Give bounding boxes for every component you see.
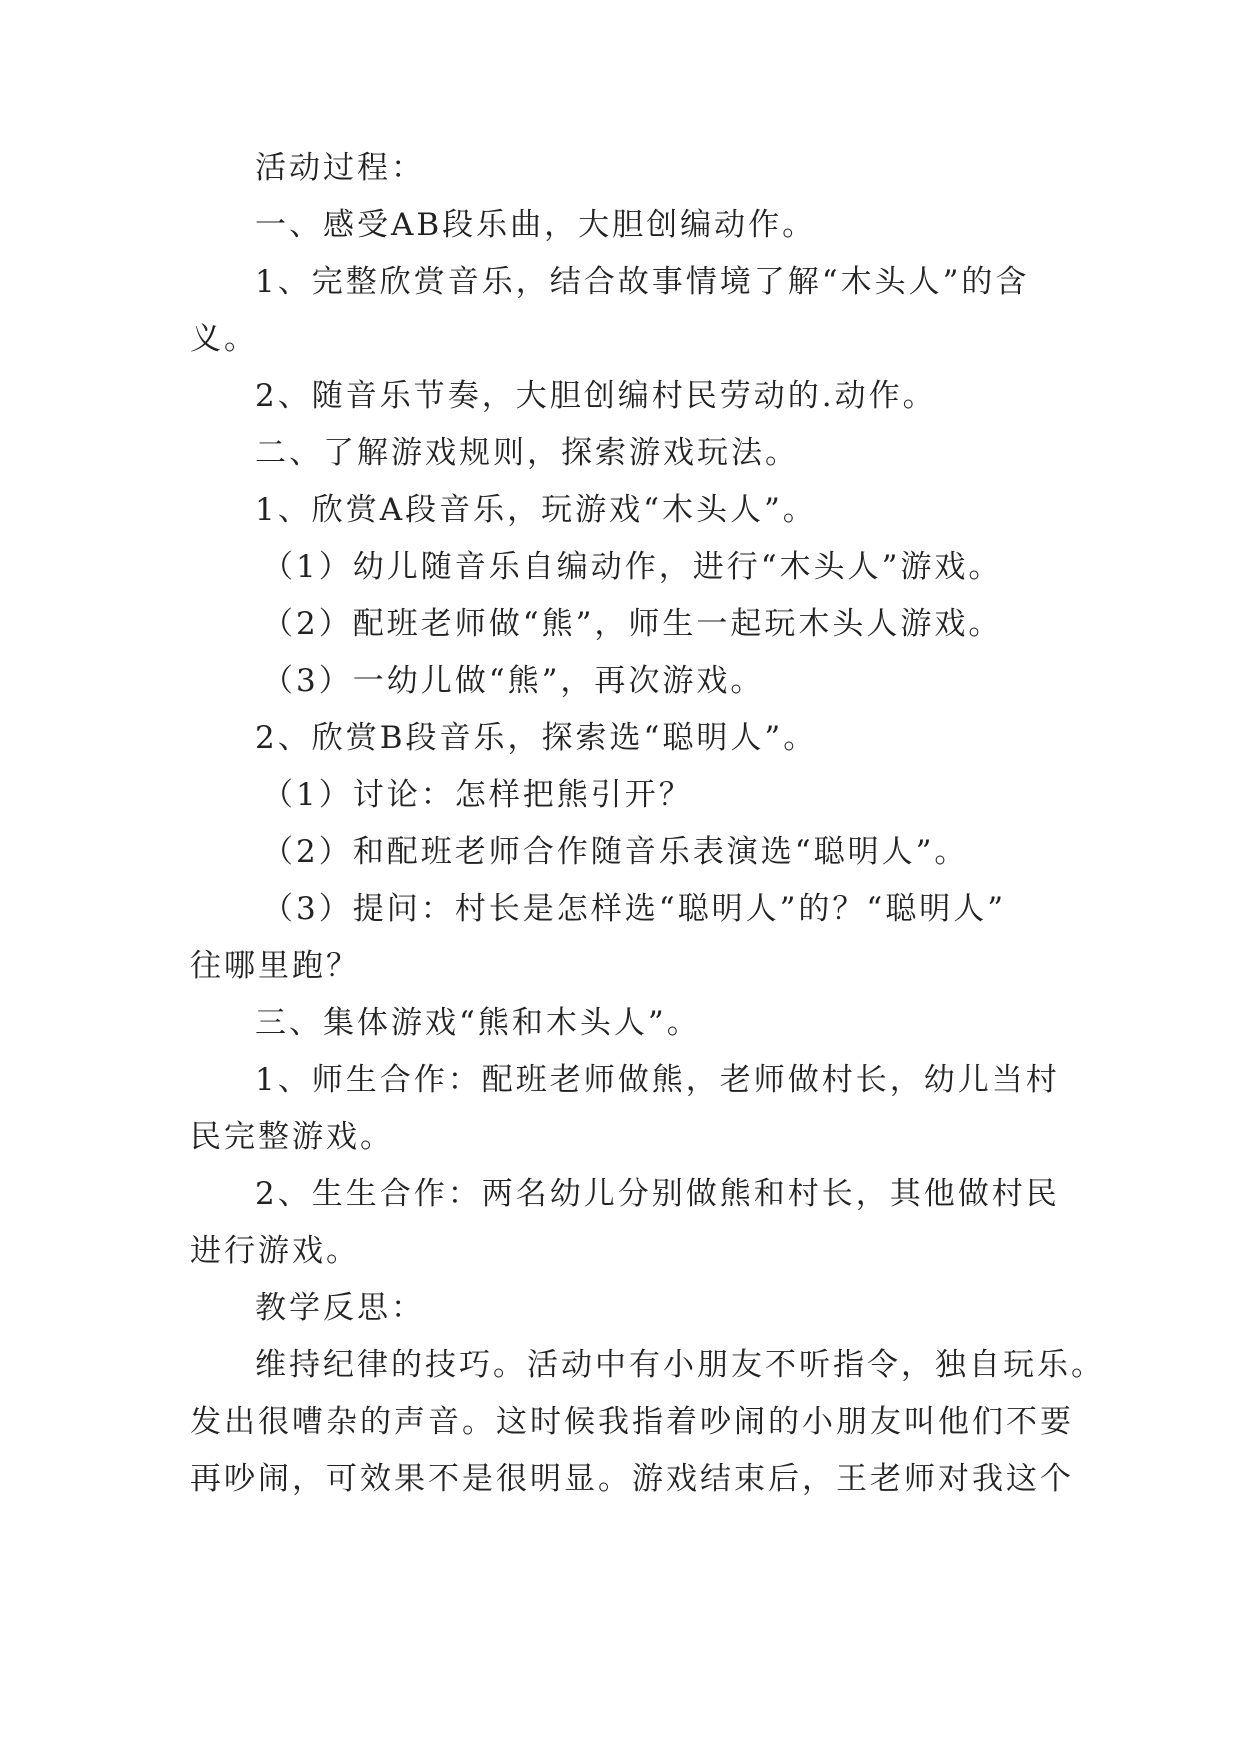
section-heading-3: 三、集体游戏“熊和木头人”。 [255, 1005, 701, 1041]
paragraph-line: 1、师生合作：配班老师做熊，老师做村长，幼儿当村 [255, 1062, 1060, 1098]
paragraph-line: 再吵闹，可效果不是很明显。游戏结束后，王老师对我这个 [190, 1461, 1074, 1497]
section-heading-teaching-reflection: 教学反思： [255, 1290, 425, 1326]
list-item: （3）提问：村长是怎样选“聪明人”的？“聪明人” [262, 891, 1007, 927]
paragraph-line: 发出很嘈杂的声音。这时候我指着吵闹的小朋友叫他们不要 [190, 1404, 1074, 1440]
list-item: （3）一幼儿做“熊”，再次游戏。 [262, 663, 765, 699]
section-heading-activity-process: 活动过程： [255, 150, 425, 186]
paragraph-line: 1、欣赏A段音乐，玩游戏“木头人”。 [255, 492, 817, 528]
list-item: （1）讨论：怎样把熊引开？ [262, 777, 693, 813]
section-heading-1: 一、感受AB段乐曲，大胆创编动作。 [255, 207, 817, 243]
section-heading-2: 二、了解游戏规则，探索游戏玩法。 [255, 435, 799, 471]
list-item: （2）配班老师做“熊”，师生一起玩木头人游戏。 [262, 606, 1003, 642]
paragraph-line: 2、生生合作：两名幼儿分别做熊和村长，其他做村民 [255, 1176, 1060, 1212]
list-item: （1）幼儿随音乐自编动作，进行“木头人”游戏。 [262, 549, 1003, 585]
list-item: （2）和配班老师合作随音乐表演选“聪明人”。 [262, 834, 969, 870]
paragraph-line: 义。 [190, 321, 258, 357]
paragraph-line: 维持纪律的技巧。活动中有小朋友不听指令，独自玩乐。 [255, 1347, 1105, 1383]
paragraph-line: 2、欣赏B段音乐，探索选“聪明人”。 [255, 720, 818, 756]
paragraph-line: 进行游戏。 [190, 1233, 360, 1269]
paragraph-line: 民完整游戏。 [190, 1119, 394, 1155]
paragraph-line: 1、完整欣赏音乐，结合故事情境了解“木头人”的含 [255, 264, 1030, 300]
paragraph-line: 2、随音乐节奏，大胆创编村民劳动的.动作。 [255, 378, 937, 414]
paragraph-line: 往哪里跑？ [190, 948, 360, 984]
